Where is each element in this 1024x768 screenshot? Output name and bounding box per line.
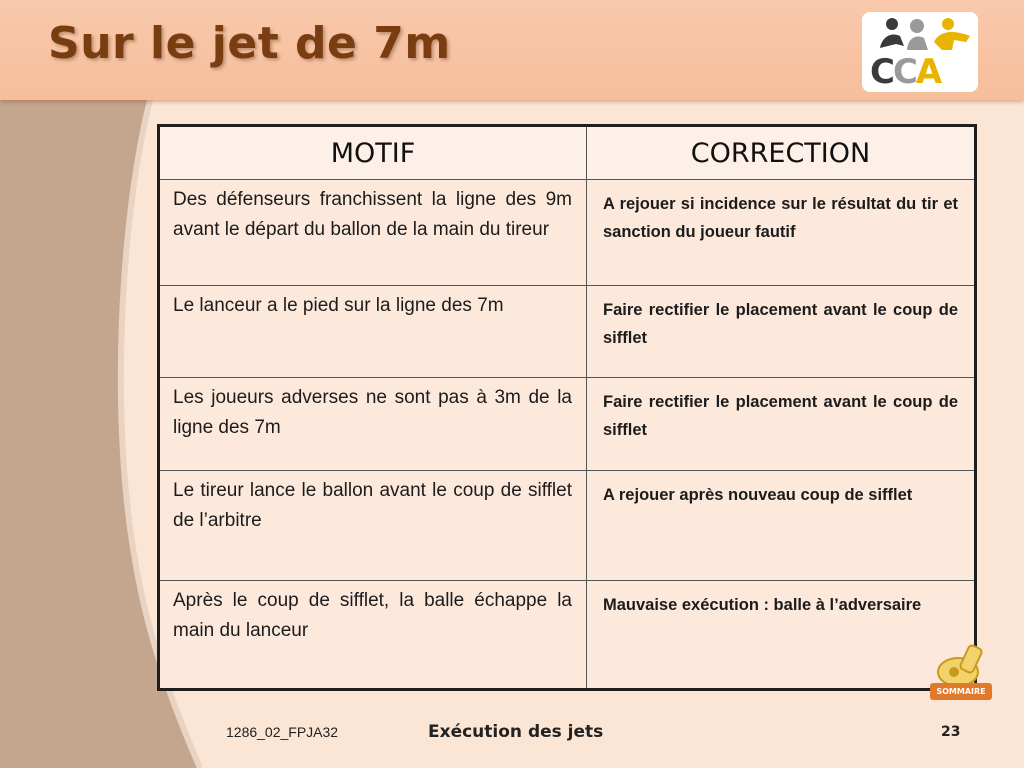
table-row bbox=[159, 581, 976, 690]
motif-cell: Les joueurs adverses ne sont pas à 3m de la ligne des 7m bbox=[159, 378, 587, 471]
table-row bbox=[159, 180, 976, 286]
footer-code: 1286_02_FPJA32 bbox=[226, 724, 339, 740]
logo-letter-c2: C bbox=[892, 52, 916, 92]
correction-cell: A rejouer après nouveau coup de sifflet bbox=[587, 471, 976, 581]
correction-cell: Faire rectifier le placement avant le coup de sifflet bbox=[587, 286, 976, 378]
logo-letters bbox=[870, 52, 970, 92]
header-correction: CORRECTION bbox=[587, 126, 976, 180]
footer-title: Exécution des jets bbox=[428, 722, 604, 742]
motif-cell: Le lanceur a le pied sur la ligne des 7m bbox=[159, 286, 587, 378]
table-row bbox=[159, 286, 976, 378]
header-motif: MOTIF bbox=[159, 126, 587, 180]
seven-meter-rules-table bbox=[157, 124, 977, 691]
slide-title: Sur le jet de 7m bbox=[48, 18, 451, 69]
correction-cell: A rejouer si incidence sur le résultat du tir et sanction du joueur fautif bbox=[587, 180, 976, 286]
table-row bbox=[159, 378, 976, 471]
sommaire-button[interactable]: SOMMAIRE bbox=[930, 683, 992, 700]
table-header-row bbox=[159, 126, 976, 180]
logo-letter-a: A bbox=[915, 52, 941, 92]
correction-cell: Faire rectifier le placement avant le coup de sifflet bbox=[587, 378, 976, 471]
page-number: 23 bbox=[941, 724, 961, 740]
motif-cell: Après le coup de sifflet, la balle échappe la main du lanceur bbox=[159, 581, 587, 690]
cca-logo bbox=[862, 12, 978, 92]
motif-cell: Des défenseurs franchissent la ligne des 9m avant le départ du ballon de la main du tireur bbox=[159, 180, 587, 286]
slide-header bbox=[0, 0, 1024, 100]
motif-cell: Le tireur lance le ballon avant le coup de sifflet de l’arbitre bbox=[159, 471, 587, 581]
logo-letter-c1: C bbox=[870, 52, 893, 92]
table-row bbox=[159, 471, 976, 581]
correction-cell: Mauvaise exécution : balle à l’adversaire bbox=[587, 581, 976, 690]
